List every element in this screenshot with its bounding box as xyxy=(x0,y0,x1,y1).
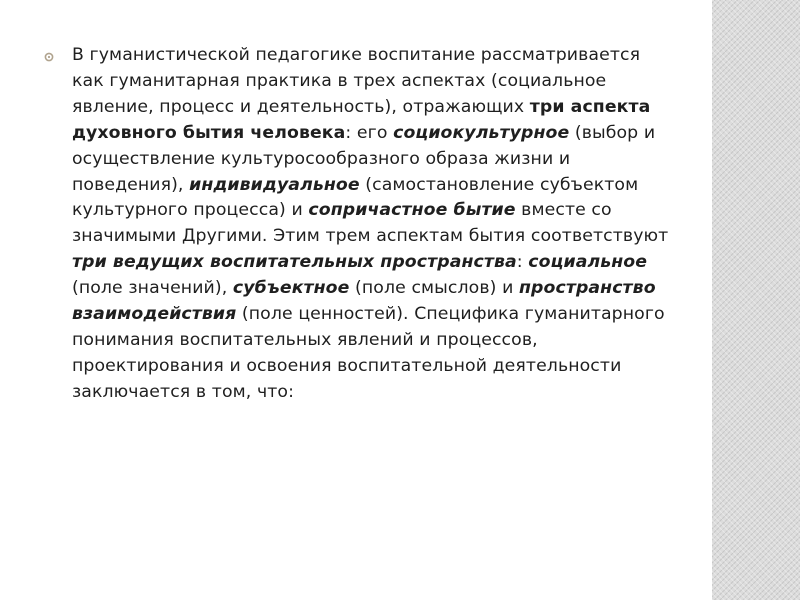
text-segment: (выбор и осуществление культуросообразного образа жизни и поведения), xyxy=(72,122,656,195)
text-segment: (поле значений), xyxy=(72,278,233,299)
circle-outline-icon xyxy=(44,52,54,62)
slide-content xyxy=(44,43,669,406)
bold-italic-phrase: субъектное xyxy=(232,278,350,299)
bold-italic-phrase: сопричастное бытие xyxy=(308,200,516,221)
bold-italic-phrase: три ведущих воспитательных пространства xyxy=(72,252,517,273)
bold-italic-phrase: пространство взаимодействия xyxy=(72,278,656,325)
bold-italic-phrase: социокультурное xyxy=(393,122,570,143)
bullet-paragraph xyxy=(72,43,669,406)
text-segment: : его xyxy=(345,122,394,143)
text-segment: вместе со значимыми Другими. Этим трем аспектам бытия соответствуют xyxy=(72,200,669,247)
side-decor-panel xyxy=(712,0,800,600)
bullet-item xyxy=(44,43,669,406)
bold-phrase: три аспекта духовного бытия человека xyxy=(72,96,651,143)
text-segment: (поле ценностей). Специфика гуманитарного понимания воспитательных явлений и процессов, проектирования и освоения воспитательной деятельности заключается в том, что: xyxy=(72,304,665,402)
bold-italic-phrase: индивидуальное xyxy=(189,174,360,195)
bold-italic-phrase: социальное xyxy=(528,252,648,273)
text-segment: (поле смыслов) и xyxy=(349,278,519,299)
text-segment: (самостановление субъектом культурного процесса) и xyxy=(72,174,639,221)
text-segment: : xyxy=(516,252,529,273)
text-segment: В гуманистической педагогике воспитание рассматривается как гуманитарная практика в трех аспектах (социальное явление, процесс и деятельность), отражающих xyxy=(72,45,641,117)
